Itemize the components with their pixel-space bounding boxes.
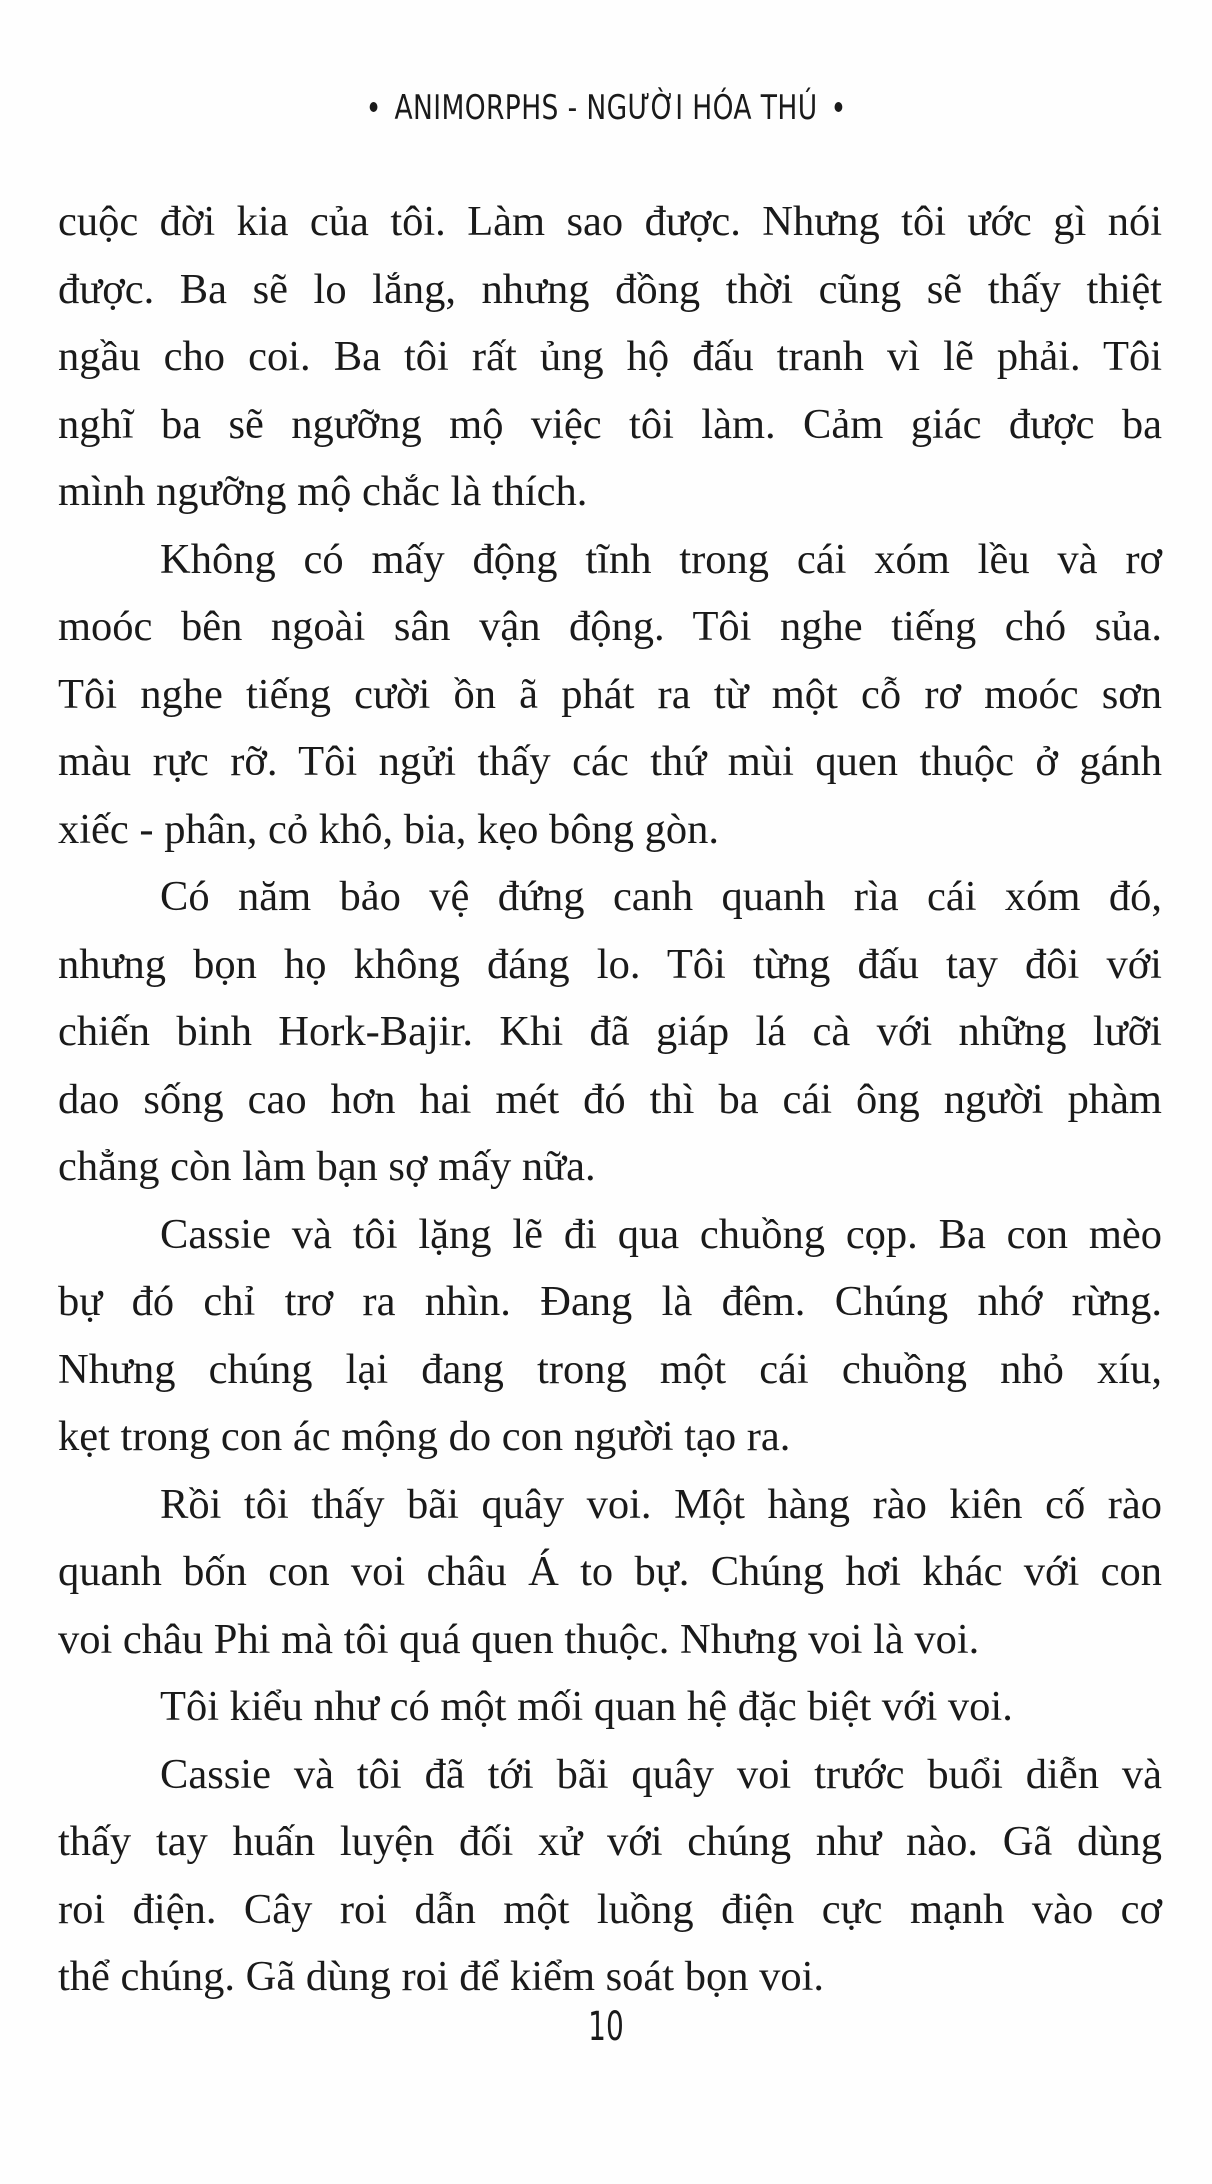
text-line: nhưng bọn họ không đáng lo. Tôi từng đấu tay đôi với — [58, 940, 1162, 988]
text-line: mình ngưỡng mộ chắc là thích. — [58, 468, 588, 515]
paragraph-4 — [58, 1201, 1162, 1471]
page-number: 10 — [588, 2004, 624, 2050]
text-line: moóc bên ngoài sân vận động. Tôi nghe tiếng chó sủa. — [58, 603, 1162, 650]
text-line: cuộc đời kia của tôi. Làm sao được. Nhưng tôi ước gì nói — [58, 198, 1162, 245]
text-line: nghĩ ba sẽ ngưỡng mộ việc tôi làm. Cảm giác được ba — [58, 400, 1162, 448]
text-line: thấy tay huấn luyện đối xử với chúng như nào. Gã dùng — [58, 1818, 1162, 1865]
book-title: ANIMORPHS - NGƯỜI HÓA THÚ — [394, 88, 818, 128]
text-line: Cassie và tôi đã tới bãi quây voi trước buổi diễn và — [160, 1750, 1162, 1798]
text-line: ngầu cho coi. Ba tôi rất ủng hộ đấu tranh vì lẽ phải. Tôi — [58, 333, 1162, 380]
text-line: voi châu Phi mà tôi quá quen thuộc. Nhưng voi là voi. — [58, 1615, 980, 1663]
text-line: kẹt trong con ác mộng do con người tạo ra. — [58, 1413, 791, 1460]
text-line: được. Ba sẽ lo lắng, nhưng đồng thời cũng sẽ thấy thiệt — [58, 265, 1162, 313]
paragraph-3 — [58, 863, 1162, 1201]
running-header — [133, 88, 1078, 128]
text-line: Nhưng chúng lại đang trong một cái chuồng nhỏ xíu, — [58, 1345, 1162, 1393]
text-line: dao sống cao hơn hai mét đó thì ba cái ông người phàm — [58, 1075, 1162, 1123]
text-line: chiến binh Hork-Bajir. Khi đã giáp lá cà với những lưỡi — [58, 1008, 1162, 1055]
text-line: quanh bốn con voi châu Á to bự. Chúng hơi khác với con — [58, 1548, 1162, 1595]
text-line: Rồi tôi thấy bãi quây voi. Một hàng rào kiên cố rào — [160, 1480, 1162, 1528]
header-bullet-right — [835, 102, 843, 112]
text-line: Không có mấy động tĩnh trong cái xóm lều và rơ — [160, 535, 1162, 583]
paragraph-6 — [58, 1673, 1162, 1741]
paragraph-7 — [58, 1741, 1162, 2011]
paragraph-1 — [58, 188, 1162, 526]
text-line: roi điện. Cây roi dẫn một luồng điện cực mạnh vào cơ — [58, 1885, 1162, 1933]
paragraph-2 — [58, 526, 1162, 864]
text-line: Tôi nghe tiếng cười ồn ã phát ra từ một cỗ rơ moóc sơn — [58, 670, 1162, 718]
text-line: Cassie và tôi lặng lẽ đi qua chuồng cọp. Ba con mèo — [160, 1210, 1162, 1258]
text-line: Có năm bảo vệ đứng canh quanh rìa cái xóm đó, — [160, 873, 1162, 920]
text-line: Tôi kiểu như có một mối quan hệ đặc biệt với voi. — [160, 1683, 1013, 1730]
header-bullet-left — [370, 102, 378, 112]
text-line: màu rực rỡ. Tôi ngửi thấy các thứ mùi quen thuộc ở gánh — [58, 738, 1162, 785]
text-line: thể chúng. Gã dùng roi để kiểm soát bọn voi. — [58, 1953, 825, 2000]
text-line: bự đó chỉ trơ ra nhìn. Đang là đêm. Chúng nhớ rừng. — [58, 1278, 1162, 1325]
text-line: xiếc - phân, cỏ khô, bia, kẹo bông gòn. — [58, 805, 719, 853]
paragraph-5 — [58, 1471, 1162, 1674]
text-line: chẳng còn làm bạn sợ mấy nữa. — [58, 1143, 596, 1190]
body-text — [58, 188, 1162, 2011]
